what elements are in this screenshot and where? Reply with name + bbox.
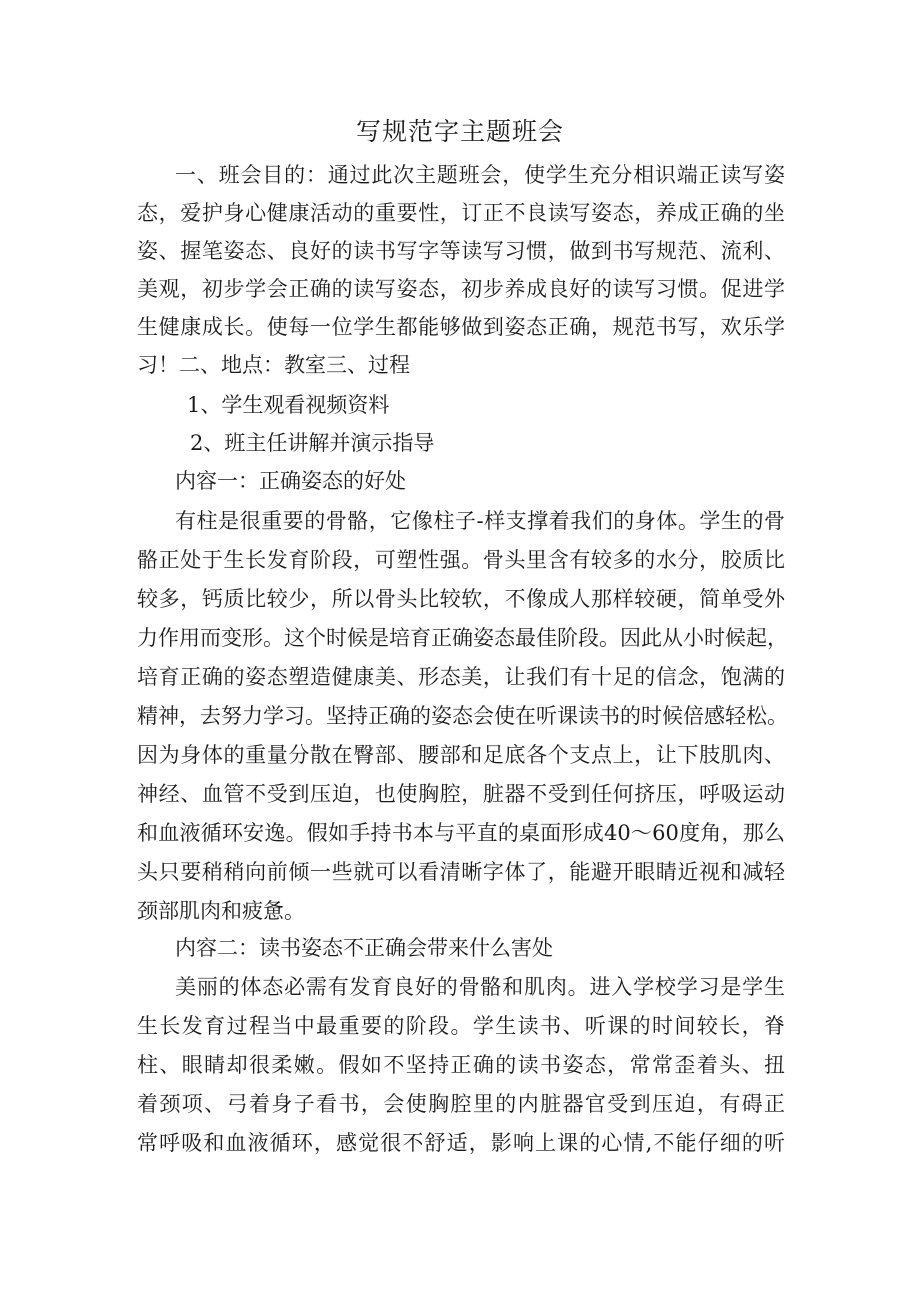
section1-line-4: 美观，初步学会正确的读写姿态，初步养成良好的读写习惯。促进学 — [137, 277, 785, 301]
section1-line-1: 一、班会目的：通过此次主题班会，使学生充分相识端正读写姿 — [175, 163, 785, 187]
paragraph2-line-3: 柱、眼睛却很柔嫩。假如不坚持正确的读书姿态，常常歪着头、扭 — [137, 1053, 785, 1077]
paragraph2-line-1: 美丽的体态必需有发育良好的骨骼和肌肉。进入学校学习是学生 — [175, 975, 785, 999]
paragraph1-line-11: 颈部肌肉和疲惫。 — [137, 899, 305, 923]
paragraph2-line-2: 生长发育过程当中最重要的阶段。学生读书、听课的时间较长，脊 — [137, 1014, 785, 1038]
paragraph1-line-4: 力作用而变形。这个时候是培育正确姿态最佳阶段。因此从小时候起， — [137, 626, 788, 650]
paragraph1-line-1: 有柱是很重要的骨骼，它像柱子-样支撑着我们的身体。学生的骨 — [175, 509, 785, 533]
list-item: 2、班主任讲解并演示指导 — [190, 431, 435, 455]
paragraph1-line-10: 头只要稍稍向前倾一些就可以看清晰字体了，能避开眼睛近视和减轻 — [137, 860, 785, 884]
section1-line-6: 习！二、地点：教室三、过程 — [137, 353, 410, 377]
section-heading-2: 内容二：读书姿态不正确会带来什么害处 — [175, 936, 553, 960]
document-title: 写规范字主题班会 — [355, 117, 564, 146]
section1-line-5: 生健康成长。使每一位学生都能够做到姿态正确，规范书写，欢乐学 — [137, 315, 785, 339]
section-heading-1: 内容一：正确姿态的好处 — [175, 469, 406, 493]
paragraph1-line-9: 和血液循环安逸。假如手持书本与平直的桌面形成40〜60度角，那么 — [137, 821, 785, 845]
section1-line-2: 态，爱护身心健康活动的重要性，订正不良读写姿态，养成正确的坐 — [137, 201, 785, 225]
paragraph1-line-2: 骼正处于生长发育阶段，可塑性强。骨头里含有较多的水分，胶质比 — [137, 548, 785, 572]
paragraph1-line-8: 神经、血管不受到压迫，也使胸腔，脏器不受到任何挤压，呼吸运动 — [137, 782, 785, 806]
paragraph1-line-5: 培育正确的姿态塑造健康美、形态美，让我们有十足的信念，饱满的 — [137, 665, 785, 689]
list-item: 1、学生观看视频资料 — [187, 393, 390, 417]
section1-line-3: 姿、握笔姿态、良好的读书写字等读写习惯，做到书写规范、流利、 — [137, 239, 785, 263]
paragraph2-line-4: 着颈项、弓着身子看书，会使胸腔里的内脏器官受到压迫，有碍正 — [137, 1092, 785, 1116]
paragraph1-line-7: 因为身体的重量分散在臀部、腰部和足底各个支点上，让下肢肌肉、 — [137, 743, 785, 767]
paragraph1-line-3: 较多，钙质比较少，所以骨头比较软，不像成人那样较硬，简单受外 — [137, 587, 785, 611]
paragraph1-line-6: 精神，去努力学习。坚持正确的姿态会使在听课读书的时候倍感轻松。 — [137, 704, 788, 728]
paragraph2-line-5: 常呼吸和血液循环，感觉很不舒适，影响上课的心情,不能仔细的听 — [137, 1131, 785, 1155]
